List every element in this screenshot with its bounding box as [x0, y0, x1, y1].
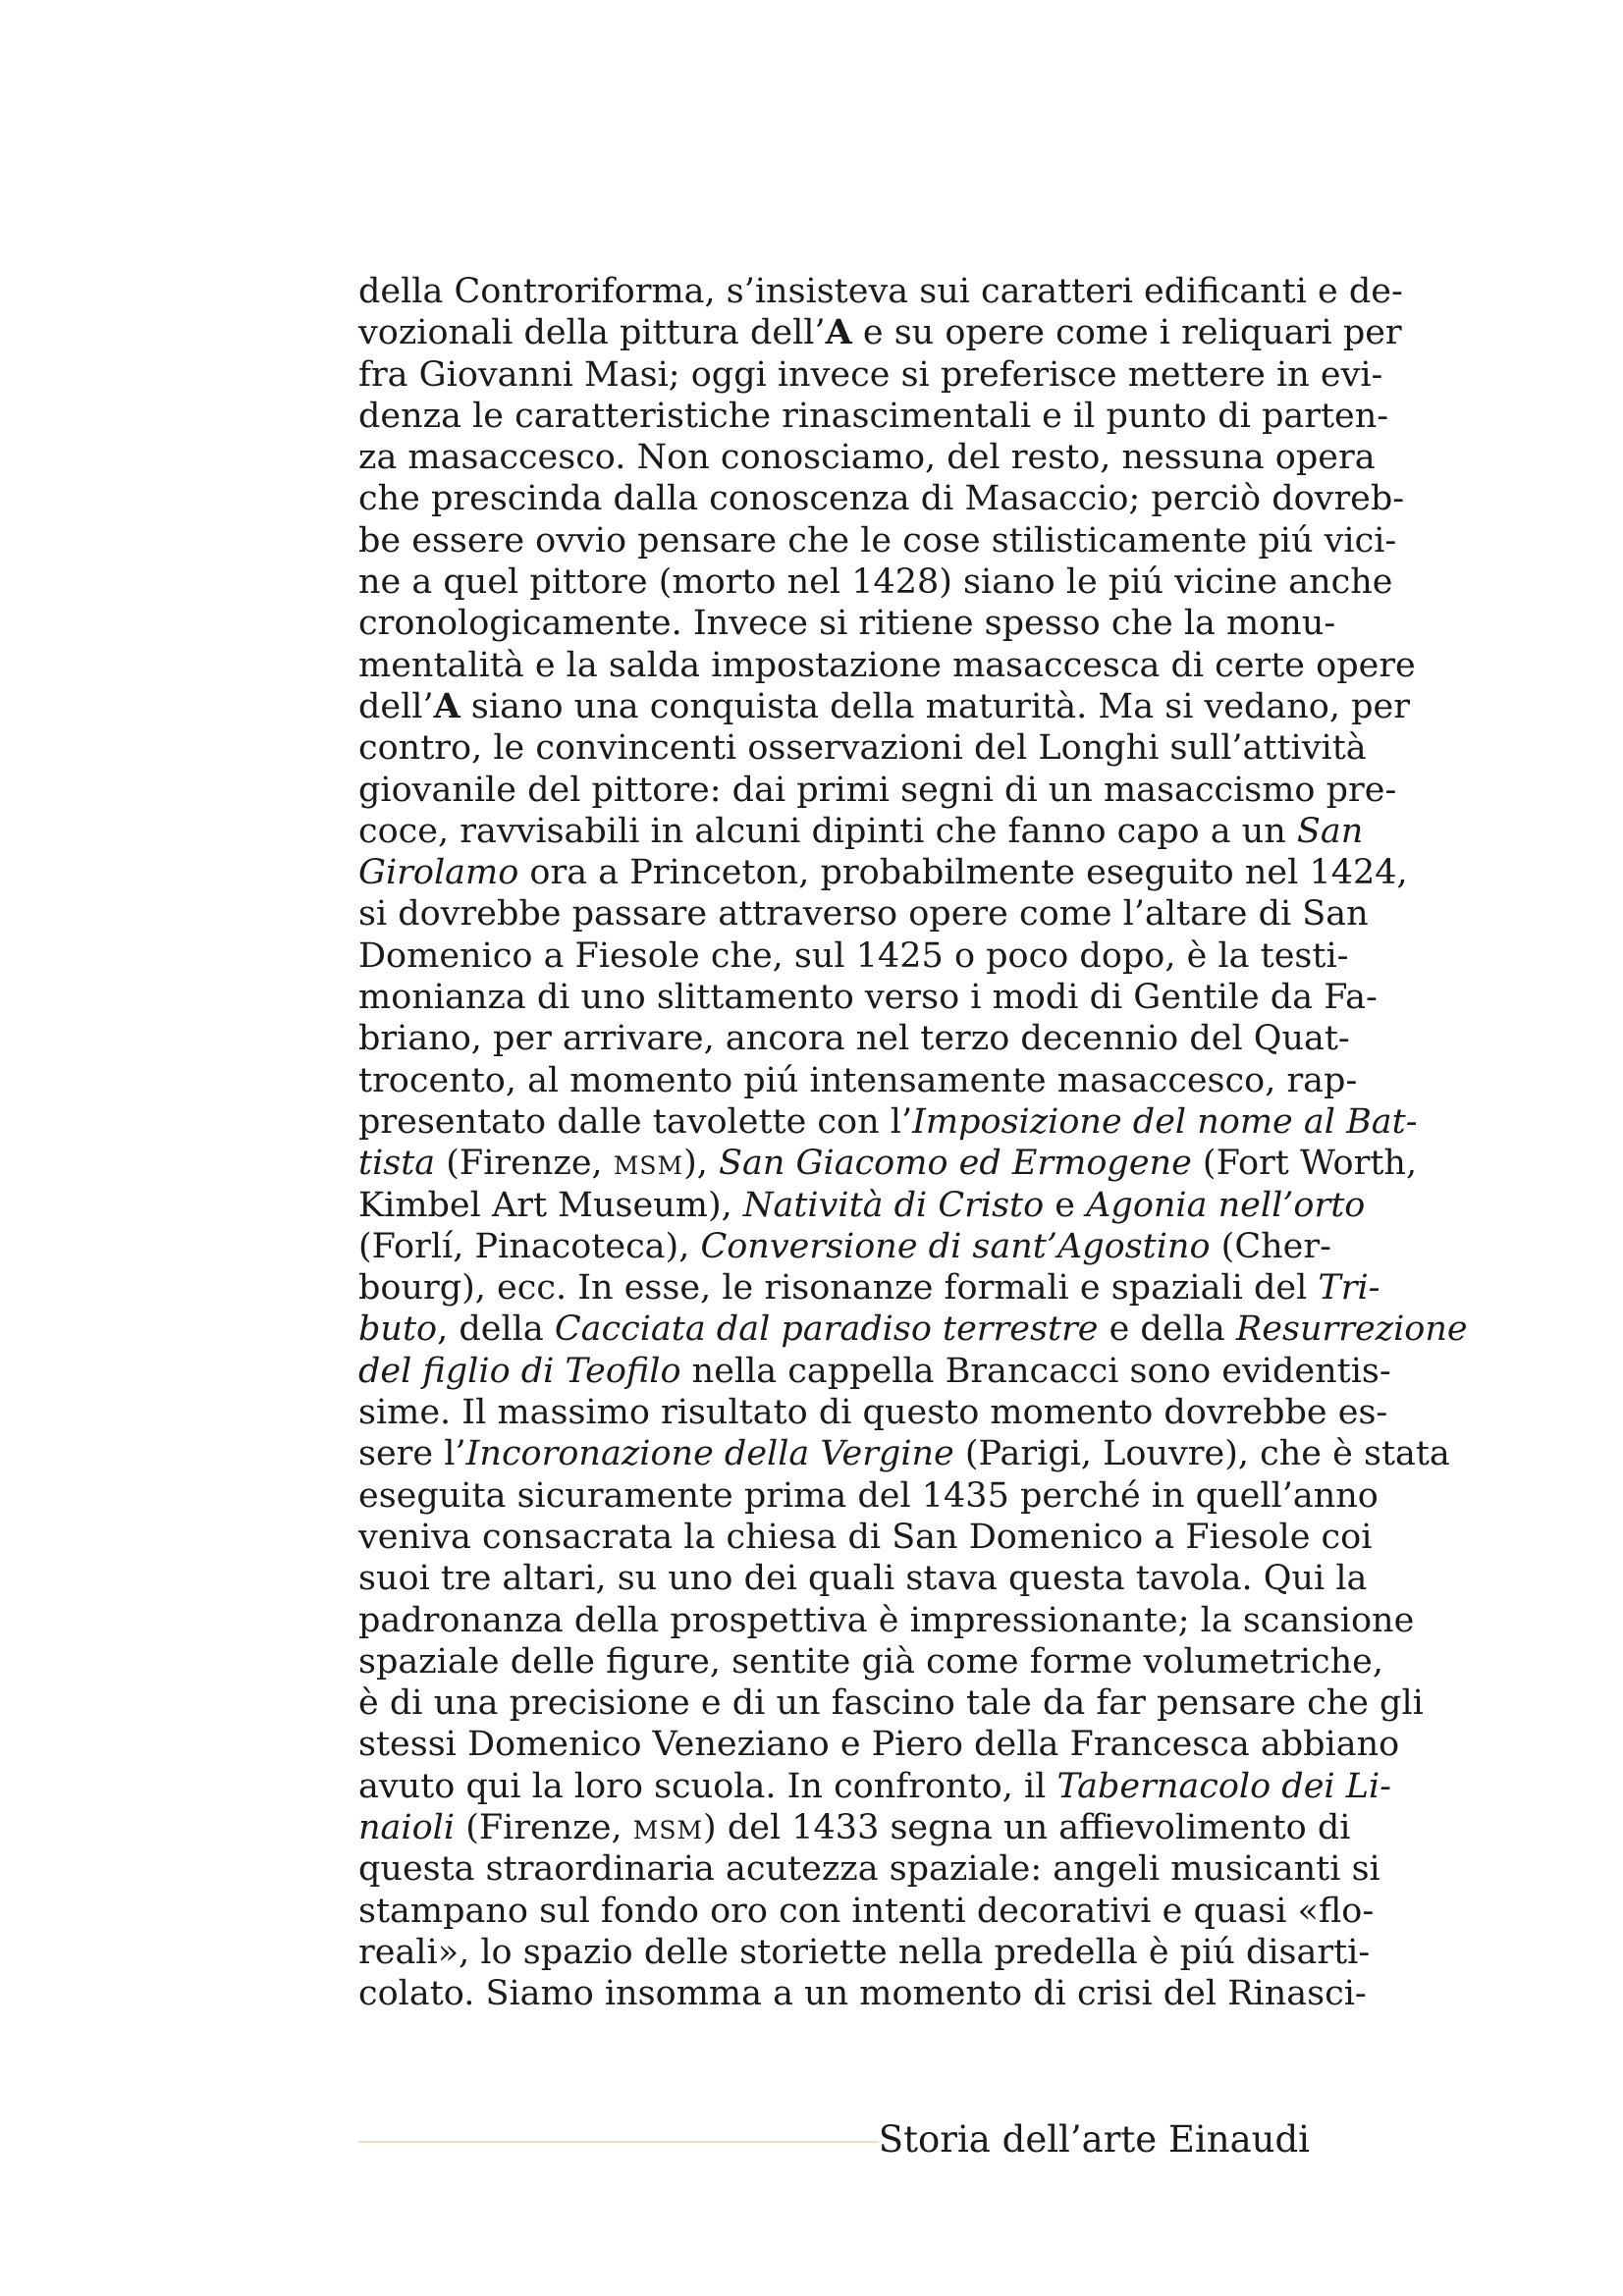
text-line: [358, 1018, 1350, 1059]
text-line: [358, 1433, 1450, 1474]
text-run: ) del 1433 segna un affievolimento di: [703, 1807, 1351, 1847]
text-line: [358, 1641, 1384, 1682]
text-run: (Cher-: [1210, 1226, 1331, 1266]
text-run: nella cappella Brancacci sono evidentis-: [680, 1351, 1391, 1391]
text-run: mentalità e la salda impostazione masaccesca di certe opere: [358, 645, 1416, 685]
text-line: [358, 1185, 1366, 1226]
italic-title: Conversione di sant’Agostino: [700, 1226, 1211, 1266]
text-run: (Firenze,: [435, 1144, 614, 1184]
abbreviation: msm: [613, 1144, 684, 1184]
text-line: [358, 1060, 1358, 1101]
text-run: questa straordinaria acutezza spaziale: angeli musicanti si: [358, 1849, 1380, 1890]
text-run: e su opere come i reliquari per: [851, 313, 1402, 353]
footer-rule: [358, 2141, 879, 2143]
text-line: [358, 685, 1410, 727]
text-line: [358, 1101, 1418, 1143]
text-run: denza le caratteristiche rinascimentali e il punto di parten-: [358, 396, 1389, 436]
text-line: [358, 354, 1383, 396]
text-line: [358, 1517, 1373, 1558]
text-line: [358, 478, 1405, 519]
text-line: [358, 1143, 1418, 1184]
text-run: avuto qui la loro scuola. In confronto, il: [358, 1766, 1057, 1806]
text-line: [358, 977, 1378, 1018]
text-line: [358, 1351, 1391, 1392]
text-line: [358, 1308, 1468, 1350]
italic-title: Imposizione del nome al Bat-: [912, 1101, 1418, 1142]
text-line: [358, 727, 1367, 769]
italic-title: buto: [358, 1309, 438, 1350]
text-line: [358, 1226, 1331, 1267]
text-run: coce, ravvisabili in alcuni dipinti che fanno capo a un: [358, 811, 1297, 851]
text-run: è di una precisione e di un fascino tale da far pensare che gli: [358, 1683, 1424, 1724]
text-run: be essere ovvio pensare che le cose stilisticamente piú vici-: [358, 520, 1397, 561]
text-line: [358, 561, 1393, 603]
text-run: che prescinda dalla conoscenza di Masaccio; perciò dovreb-: [358, 479, 1405, 519]
abbreviation: msm: [632, 1807, 704, 1847]
text-line: [358, 1724, 1400, 1765]
text-run: ora a Princeton, probabilmente eseguito nel 1424,: [518, 853, 1408, 893]
text-line: [358, 437, 1376, 478]
text-line: [358, 1475, 1379, 1517]
text-line: [358, 1766, 1391, 1807]
text-line: [358, 1848, 1380, 1890]
italic-title: San Giacomo ed Ermogene: [719, 1144, 1192, 1184]
text-run: sime. Il massimo risultato di questo momento dovrebbe es-: [358, 1393, 1388, 1433]
text-line: [358, 271, 1403, 312]
text-run: monianza di uno slittamento verso i modi di Gentile da Fa-: [358, 978, 1378, 1018]
text-run: (Firenze,: [455, 1807, 633, 1847]
text-line: [358, 1973, 1367, 2014]
text-line: [358, 1558, 1368, 1599]
text-run: bourg), ecc. In esse, le risonanze formali e spaziali del: [358, 1268, 1319, 1308]
text-run: siano una conquista della maturità. Ma si vedano, per: [460, 686, 1410, 726]
text-run: suoi tre altari, su uno dei quali stava questa tavola. Qui la: [358, 1559, 1368, 1599]
text-run: giovanile del pittore: dai primi segni di un masaccismo pre-: [358, 770, 1397, 810]
text-run: , della: [437, 1309, 555, 1350]
text-run: stessi Domenico Veneziano e Piero della Francesca abbiano: [358, 1725, 1400, 1765]
body-text: [358, 271, 1468, 2014]
italic-title: Natività di Cristo: [742, 1185, 1045, 1225]
text-line: [358, 893, 1369, 934]
text-run: si dovrebbe passare attraverso opere come l’altare di San: [358, 894, 1369, 934]
italic-title: Tabernacolo dei Li-: [1056, 1766, 1391, 1806]
italic-title: Girolamo: [358, 853, 519, 893]
text-run: veniva consacrata la chiesa di San Domenico a Fiesole coi: [358, 1517, 1373, 1557]
italic-title: del figlio di Teofilo: [358, 1351, 681, 1391]
text-run: za masaccesco. Non conosciamo, del resto, nessuna opera: [358, 438, 1376, 478]
text-line: [358, 1932, 1371, 1973]
text-run: briano, per arrivare, ancora nel terzo decennio del Quat-: [358, 1019, 1350, 1059]
text-run: reali», lo spazio delle storiette nella predella è piú disarti-: [358, 1932, 1371, 1972]
text-run: ne a quel pittore (morto nel 1428) siano le piú vicine anche: [358, 562, 1393, 603]
italic-title: San: [1296, 811, 1364, 851]
text-line: [358, 770, 1397, 811]
text-line: [358, 520, 1397, 561]
text-run: padronanza della prospettiva è impressionante; la scansione: [358, 1600, 1415, 1640]
text-line: [358, 1392, 1388, 1433]
text-line: [358, 1807, 1351, 1848]
italic-title: Agonia nell’orto: [1086, 1185, 1366, 1225]
artist-initial: A: [825, 312, 852, 353]
text-run: ),: [683, 1144, 720, 1184]
italic-title: tista: [358, 1144, 436, 1184]
artist-initial: A: [433, 685, 460, 726]
text-run: contro, le convincenti osservazioni del Longhi sull’attività: [358, 728, 1367, 769]
text-run: (Fort Worth,: [1191, 1144, 1418, 1184]
text-line: [358, 603, 1336, 644]
text-line: [358, 1267, 1380, 1308]
text-run: dell’: [358, 686, 434, 726]
text-run: della Controriforma, s’insisteva sui caratteri edificanti e de-: [358, 272, 1403, 311]
text-run: stampano sul fondo oro con intenti decorativi e quasi «flo-: [358, 1891, 1375, 1931]
text-run: (Parigi, Louvre), che è stata: [953, 1434, 1450, 1474]
text-run: trocento, al momento piú intensamente masaccesco, rap-: [358, 1060, 1358, 1100]
text-run: Domenico a Fiesole che, sul 1425 o poco dopo, è la testi-: [358, 935, 1349, 976]
italic-title: Cacciata dal paradiso terrestre: [554, 1309, 1099, 1350]
italic-title: naioli: [358, 1807, 456, 1847]
text-line: [358, 852, 1408, 893]
text-run: fra Giovanni Masi; oggi invece si preferisce mettere in evi-: [358, 354, 1383, 395]
text-run: e della: [1098, 1309, 1236, 1350]
footer-title: Storia dell’arte Einaudi: [878, 2118, 1310, 2161]
text-line: [358, 811, 1364, 852]
text-run: Kimbel Art Museum),: [358, 1185, 743, 1225]
text-run: (Forlí, Pinacoteca),: [358, 1226, 701, 1266]
text-line: [358, 312, 1402, 353]
italic-title: Incoronazione della Vergine: [465, 1434, 954, 1474]
text-run: sere l’: [358, 1434, 466, 1474]
text-line: [358, 1600, 1415, 1641]
text-line: [358, 1682, 1424, 1724]
text-line: [358, 935, 1349, 977]
text-run: vozionali della pittura dell’: [358, 313, 826, 353]
text-line: [358, 396, 1389, 437]
text-run: colato. Siamo insomma a un momento di crisi del Rinasci-: [358, 1974, 1367, 2014]
text-run: eseguita sicuramente prima del 1435 perché in quell’anno: [358, 1475, 1379, 1516]
italic-title: Resurrezione: [1235, 1309, 1468, 1350]
text-run: cronologicamente. Invece si ritiene spesso che la monu-: [358, 604, 1336, 644]
text-run: presentato dalle tavolette con l’: [358, 1101, 913, 1142]
text-run: spaziale delle figure, sentite già come forme volumetriche,: [358, 1641, 1384, 1682]
text-run: e: [1044, 1185, 1087, 1225]
text-line: [358, 645, 1416, 686]
text-line: [358, 1891, 1375, 1932]
italic-title: Tri-: [1318, 1268, 1380, 1308]
